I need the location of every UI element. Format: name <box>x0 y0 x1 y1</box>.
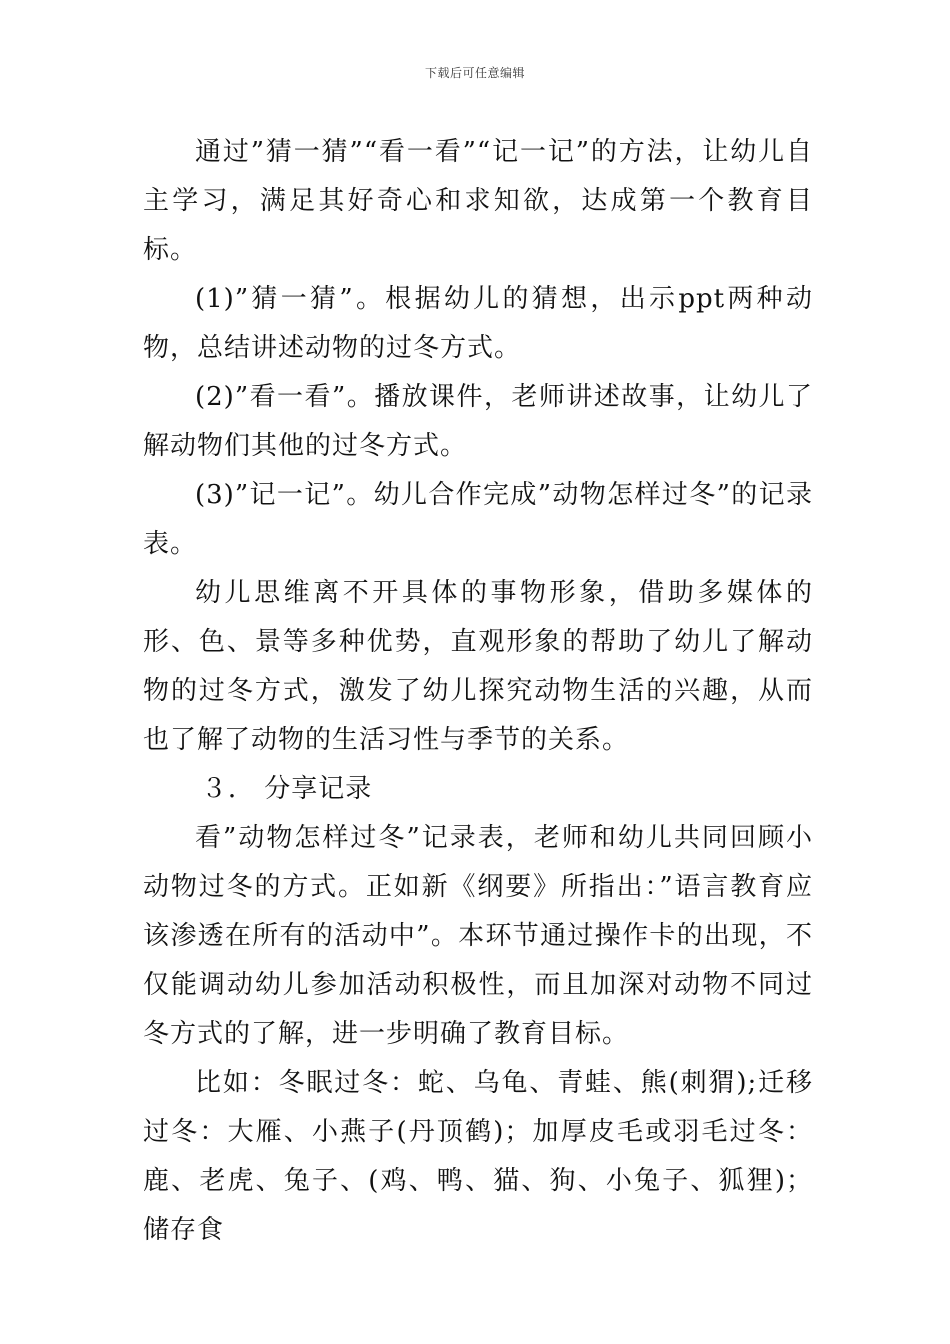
paragraph-review-table: 看”动物怎样过冬”记录表，老师和幼儿共同回顾小动物过冬的方式。正如新《纲要》所指出：”语言教育应该渗透在所有的活动中”。本环节通过操作卡的出现，不仅能调动幼儿参加活动积极性，而且加深对动物不同过冬方式的了解，进一步明确了教育目标。 <box>143 823 813 1049</box>
paragraph-multimedia: 幼儿思维离不开具体的事物形象，借助多媒体的形、色、景等多种优势，直观形象的帮助了幼儿了解动物的过冬方式，激发了幼儿探究动物生活的兴趣，从而也了解了动物的生活习性与季节的关系。 <box>143 578 813 755</box>
paragraph-method-intro: 通过”猜一猜”“看一看”“记一记”的方法，让幼儿自主学习，满足其好奇心和求知欲，达成第一个教育目标。 <box>143 137 813 265</box>
document-body <box>143 128 813 1255</box>
paragraph-record: (3)”记一记”。幼儿合作完成”动物怎样过冬”的记录表。 <box>143 480 813 559</box>
paragraph-look: (2)”看一看”。播放课件，老师讲述故事，让幼儿了解动物们其他的过冬方式。 <box>143 382 813 461</box>
paragraph-guess: (1)”猜一猜”。根据幼儿的猜想，出示ppt两种动物，总结讲述动物的过冬方式。 <box>143 284 813 363</box>
page-header: 下载后可任意编辑 <box>424 66 525 80</box>
section-heading-share-record: ３． 分享记录 <box>201 774 373 804</box>
paragraph-examples: 比如：冬眠过冬：蛇、乌龟、青蛙、熊(刺猬);迁移过冬：大雁、小燕子(丹顶鹤)；加厚皮毛或羽毛过冬：鹿、老虎、兔子、(鸡、鸭、猫、狗、小兔子、狐狸)；储存食 <box>143 1068 813 1245</box>
